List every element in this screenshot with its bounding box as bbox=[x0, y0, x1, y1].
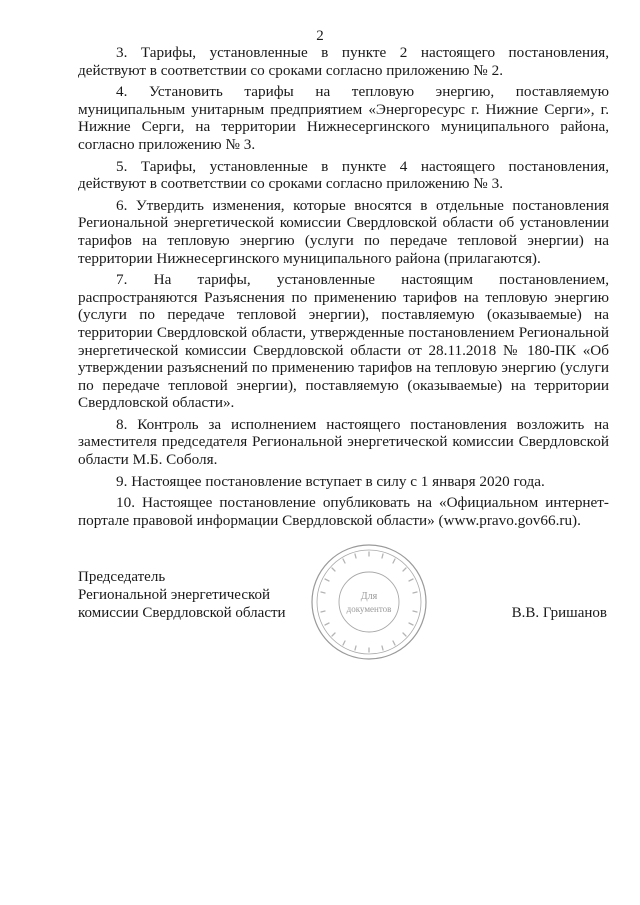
official-stamp bbox=[309, 542, 429, 662]
signature-block bbox=[78, 568, 609, 648]
signatory-position-line: Региональной энергетической bbox=[78, 587, 271, 603]
signatory-position-line: комиссии Свердловской области bbox=[78, 605, 286, 621]
paragraph-10: 10. Настоящее постановление опубликовать на «Официальном интернет-портале правовой информации Свердловской области» (www.pravo.gov66.ru). bbox=[78, 494, 609, 529]
paragraph-9: 9. Настоящее постановление вступает в силу с 1 января 2020 года. bbox=[116, 472, 545, 490]
paragraph-3: 3. Тарифы, установленные в пункте 2 настоящего постановления, действуют в соответствии со сроками согласно приложению № 2. bbox=[78, 44, 609, 79]
signatory-position-line: Председатель bbox=[78, 569, 166, 585]
signatory-name: В.В. Гришанов bbox=[511, 605, 607, 621]
page-number: 2 bbox=[316, 28, 324, 44]
signatory-position bbox=[78, 568, 286, 622]
stamp-text-2: документов bbox=[346, 604, 392, 614]
stamp-text-1: Для bbox=[360, 591, 378, 602]
document-body bbox=[78, 44, 609, 533]
paragraph-6: 6. Утвердить изменения, которые вносятся в отдельные постановления Региональной энергетической комиссии Свердловской области об установлении тарифов на тепловую энергию (услуги по передаче тепловой энергии) на территории Нижнесергинского муниципального района (прилагаются). bbox=[78, 196, 609, 267]
paragraph-4: 4. Установить тарифы на тепловую энергию, поставляемую муниципальным унитарным предприятием «Энергоресурс г. Нижние Серги», г. Нижние Серги, на территории Нижнесергинского муниципального района, согласно приложению № 3. bbox=[78, 83, 609, 153]
paragraph-5: 5. Тарифы, установленные в пункте 4 настоящего постановления, действуют в соответствии со сроками согласно приложению № 3. bbox=[78, 157, 609, 193]
stamp-seal-icon bbox=[309, 542, 429, 662]
paragraph-7: 7. На тарифы, установленные настоящим постановлением, распространяются Разъяснения по применению тарифов на тепловую энергию (услуги по передаче тепловой энергии), поставляемую (оказываемые) на территории Свердловской области, утвержденные постановлением Региональной энергетической комиссии Свердловской области от 28.11.2018 № 180-ПК «Об утверждении разъяснений по применению тарифов на тепловую энергию (услуги по передаче тепловой энергии), поставляемую (оказываемые) на территории Свердловской области». bbox=[78, 271, 609, 412]
paragraph-8: 8. Контроль за исполнением настоящего постановления возложить на заместителя председателя Региональной энергетической комиссии Свердловской области М.Б. Соболя. bbox=[78, 415, 609, 469]
